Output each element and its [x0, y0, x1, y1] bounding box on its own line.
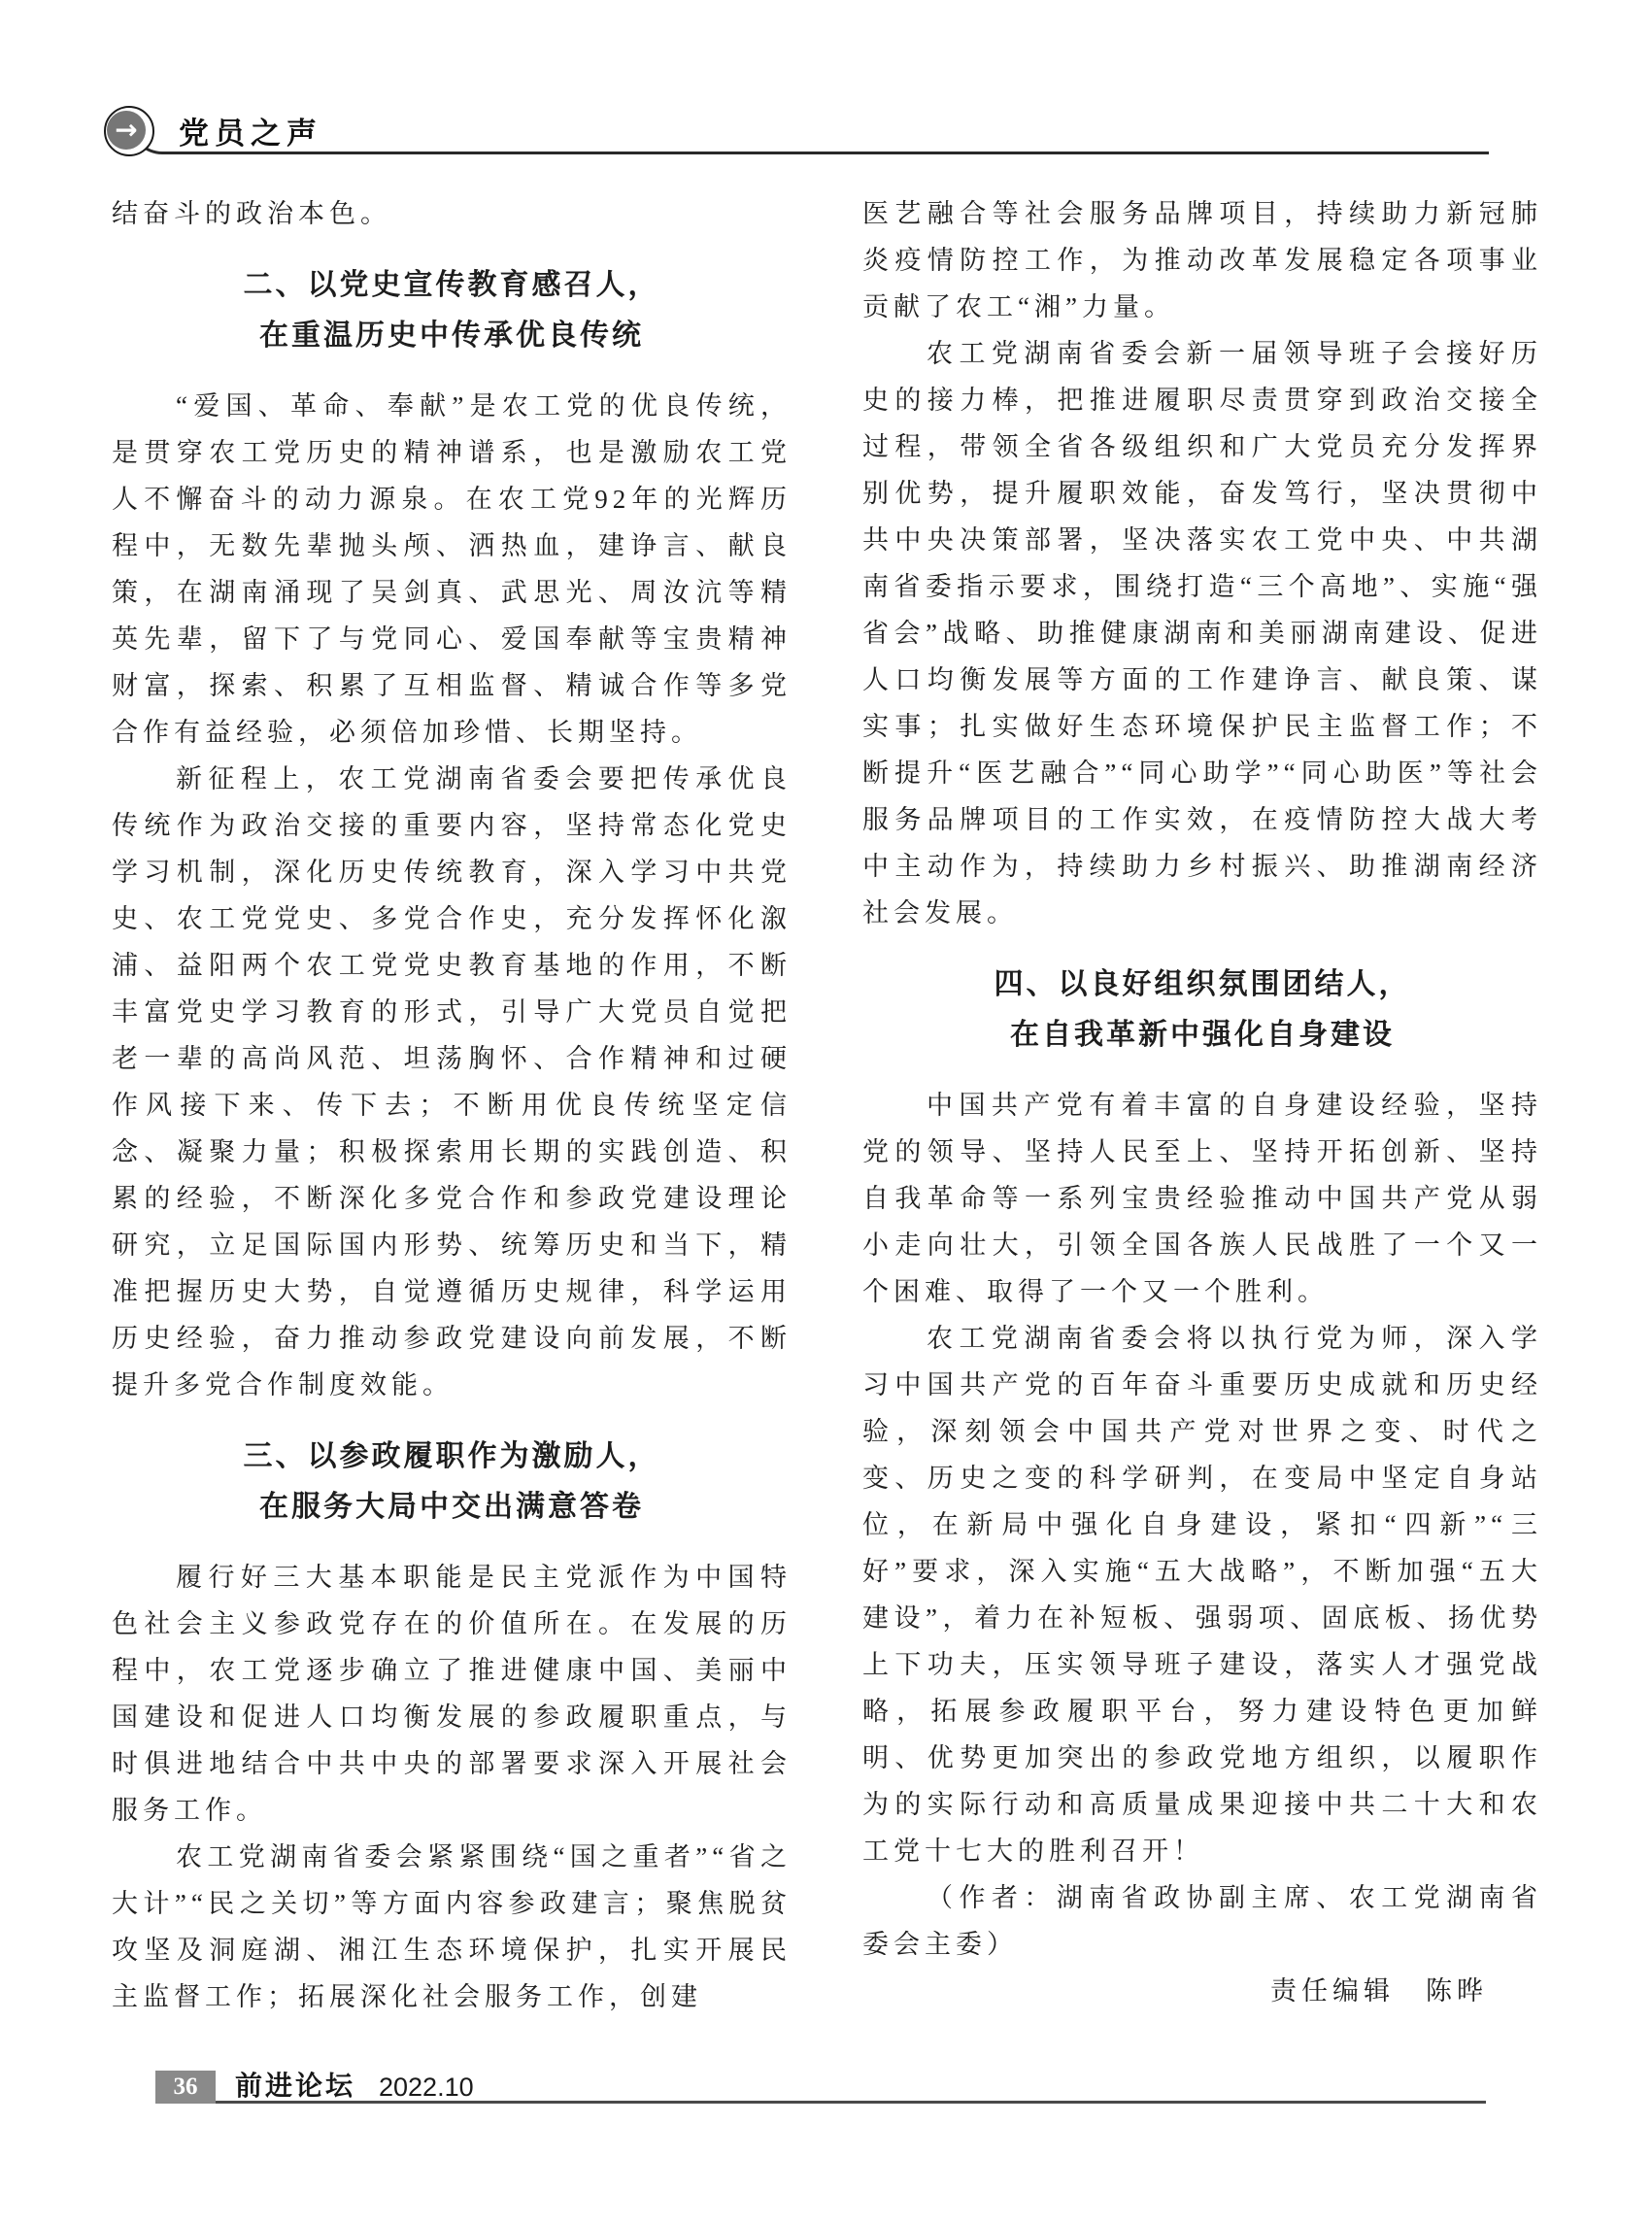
header-rule	[129, 113, 1489, 154]
section-heading-3	[112, 1432, 792, 1533]
section-heading-4-line2: 在自我革新中强化自身建设	[1010, 1019, 1395, 1051]
arrow-right-icon: →	[107, 111, 146, 150]
section-heading-4	[862, 960, 1542, 1061]
section-heading-2	[112, 260, 792, 361]
paragraph-continuation: 结奋斗的政治本色。	[112, 199, 391, 228]
paragraph: 农工党湖南省委会紧紧围绕“国之重者”“省之大计”“民之关切”等方面内容参政建言；聚焦脱贫攻坚及洞庭湖、湘江生态环境保护，扎实开展民主监督工作；拓展深化社会服务工作，创建	[112, 1842, 792, 2011]
section-heading-2-line1: 二、以党史宣传教育感召人，	[243, 269, 660, 301]
section-heading-3-line2: 在服务大局中交出满意答卷	[259, 1491, 644, 1523]
paragraph: “爱国、革命、奉献”是农工党的优良传统，是贯穿农工党历史的精神谱系，也是激励农工党人不懈奋斗的动力源泉。在农工党92年的光辉历程中，无数先辈抛头颅、洒热血，建诤言、献良策，在湖南涌现了吴剑真、武思光、周汝沆等精英先辈，留下了与党同心、爱国奉献等宝贵精神财富，探索、积累了互相监督、精诚合作等多党合作有益经验，必须倍加珍惜、长期坚持。	[112, 391, 792, 747]
paragraph: 中国共产党有着丰富的自身建设经验，坚持党的领导、坚持人民至上、坚持开拓创新、坚持自我革命等一系列宝贵经验推动中国共产党从弱小走向壮大，引领全国各族人民战胜了一个又一个困难、取得了一个又一个胜利。	[862, 1091, 1542, 1306]
journal-name: 前进论坛	[235, 2072, 356, 2102]
section-heading-2-line2: 在重温历史中传承优良传统	[259, 320, 644, 352]
author-note: （作者：湖南省政协副主席、农工党湖南省委会主委）	[862, 1883, 1542, 1959]
paragraph-continuation: 医艺融合等社会服务品牌项目，持续助力新冠肺炎疫情防控工作，为推动改革发展稳定各项事业贡献了农工“湘”力量。	[862, 199, 1542, 321]
paragraph: 农工党湖南省委会新一届领导班子会接好历史的接力棒，把推进履职尽责贯穿到政治交接全过程，带领全省各级组织和广大党员充分发挥界别优势，提升履职效能，奋发笃行，坚决贯彻中共中央决策部署，坚决落实农工党中央、中共湖南省委指示要求，围绕打造“三个高地”、实施“强省会”战略、助推健康湖南和美丽湖南建设、促进人口均衡发展等方面的工作建诤言、献良策、谋实事；扎实做好生态环境保护民主监督工作；不断提升“医艺融合”“同心助学”“同心助医”等社会服务品牌项目的工作实效，在疫情防控大战大考中主动作为，持续助力乡村振兴、助推湖南经济社会发展。	[862, 339, 1542, 927]
paragraph: 新征程上，农工党湖南省委会要把传承优良传统作为政治交接的重要内容，坚持常态化党史学习机制，深化历史传统教育，深入学习中共党史、农工党党史、多党合作史，充分发挥怀化溆浦、益阳两个农工党党史教育基地的作用，不断丰富党史学习教育的形式，引导广大党员自觉把老一辈的高尚风范、坦荡胸怀、合作精神和过硬作风接下来、传下去；不断用优良传统坚定信念、凝聚力量；积极探索用长期的实践创造、积累的经验，不断深化多党合作和参政党建设理论研究，立足国际国内形势、统筹历史和当下，精准把握历史大势，自觉遵循历史规律，科学运用历史经验，奋力推动参政党建设向前发展，不断提升多党合作制度效能。	[112, 764, 792, 1399]
right-column	[862, 190, 1542, 2014]
editor-credit: 责任编辑 陈晔	[1270, 1976, 1488, 2006]
section-arrow-icon	[104, 106, 154, 156]
paragraph: 履行好三大基本职能是民主党派作为中国特色社会主义参政党存在的价值所在。在发展的历程中，农工党逐步确立了推进健康中国、美丽中国建设和促进人口均衡发展的参政履职重点，与时俱进地结合中共中央的部署要求深入开展社会服务工作。	[112, 1563, 792, 1825]
issue-number: 2022.10	[379, 2073, 474, 2102]
section-heading-4-line1: 四、以良好组织氛围团结人，	[994, 968, 1411, 1000]
section-tag: 党员之声	[179, 117, 322, 151]
left-column	[112, 190, 792, 2020]
paragraph: 农工党湖南省委会将以执行党为师，深入学习中国共产党的百年奋斗重要历史成就和历史经验，深刻领会中国共产党对世界之变、时代之变、历史之变的科学研判，在变局中坚定自身站位，在新局中强化自身建设，紧扣“四新”“三好”要求，深入实施“五大战略”，不断加强“五大建设”，着力在补短板、强弱项、固底板、扬优势上下功夫，压实领导班子建设，落实人才强党战略，拓展参政履职平台，努力建设特色更加鲜明、优势更加突出的参政党地方组织，以履职作为的实际行动和高质量成果迎接中共二十大和农工党十七大的胜利召开！	[862, 1324, 1542, 1866]
section-heading-3-line1: 三、以参政履职作为激励人，	[243, 1440, 660, 1472]
page-number-badge: 36	[155, 2071, 216, 2104]
